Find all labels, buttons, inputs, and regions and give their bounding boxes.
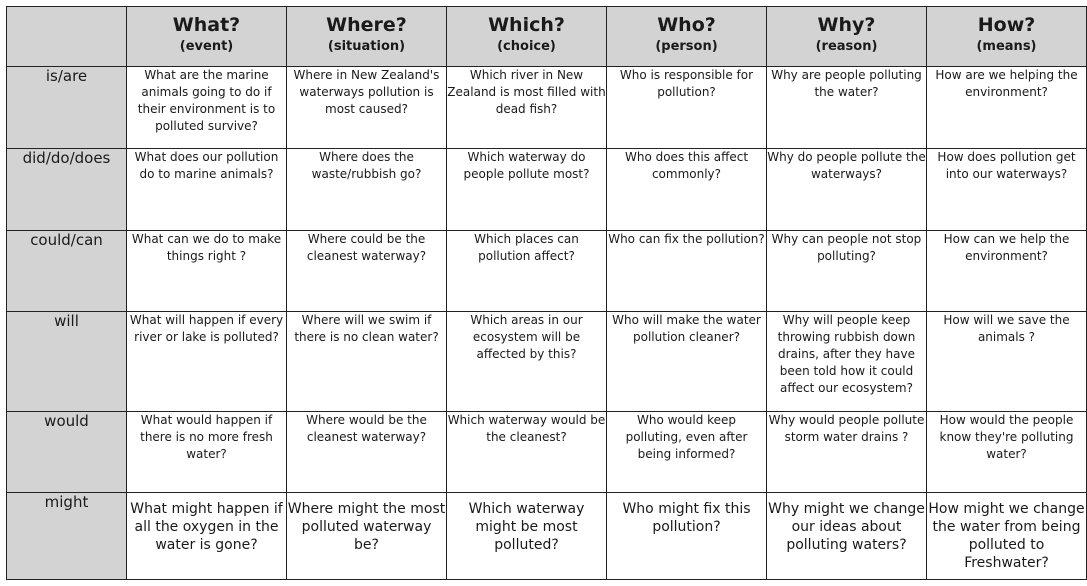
question-cell: Why do people pollute the waterways? [767, 149, 927, 231]
question-cell: Who would keep polluting, even after being informed? [607, 412, 767, 493]
question-matrix-table [6, 6, 1087, 580]
question-cell: Why can people not stop polluting? [767, 231, 927, 312]
question-cell: Who might fix this pollution? [607, 493, 767, 580]
column-subtitle: (situation) [327, 39, 406, 54]
question-cell: Who is responsible for pollution? [607, 67, 767, 149]
question-cell: What are the marine animals going to do if their environment is to polluted survive? [127, 67, 287, 149]
row-label: could/can [7, 231, 127, 312]
question-cell: Why might we change our ideas about polluting waters? [767, 493, 927, 580]
table-row-will [7, 312, 1087, 412]
table-row-could-can [7, 231, 1087, 312]
question-cell: Why are people polluting the water? [767, 67, 927, 149]
question-cell: Which river in New Zealand is most filled with dead fish? [447, 67, 607, 149]
question-cell: What will happen if every river or lake is polluted? [127, 312, 287, 412]
column-header-who [607, 7, 767, 67]
column-title: How? [977, 14, 1036, 36]
column-header-what [127, 7, 287, 67]
column-title: Who? [657, 14, 716, 36]
question-cell: What would happen if there is no more fresh water? [127, 412, 287, 493]
question-cell: How would the people know they're polluting water? [927, 412, 1087, 493]
table-row-would [7, 412, 1087, 493]
question-cell: How might we change the water from being polluted to Freshwater? [927, 493, 1087, 580]
question-cell: Who does this affect commonly? [607, 149, 767, 231]
question-cell: Why would people pollute storm water drains ? [767, 412, 927, 493]
column-subtitle: (choice) [497, 39, 556, 54]
question-cell: Where might the most polluted waterway be? [287, 493, 447, 580]
column-title: Why? [817, 14, 876, 36]
question-cell: What does our pollution do to marine animals? [127, 149, 287, 231]
question-cell: How does pollution get into our waterways? [927, 149, 1087, 231]
table-row-might [7, 493, 1087, 580]
table-row-is-are [7, 67, 1087, 149]
corner-cell [7, 7, 127, 67]
question-cell: What might happen if all the oxygen in the water is gone? [127, 493, 287, 580]
header-row [7, 7, 1087, 67]
question-cell: Who will make the water pollution cleaner? [607, 312, 767, 412]
column-subtitle: (event) [179, 39, 234, 54]
column-header-how [927, 7, 1087, 67]
column-subtitle: (person) [655, 39, 718, 54]
question-cell: What can we do to make things right ? [127, 231, 287, 312]
question-cell: Which areas in our ecosystem will be affected by this? [447, 312, 607, 412]
question-cell: Which places can pollution affect? [447, 231, 607, 312]
question-cell: Which waterway might be most polluted? [447, 493, 607, 580]
question-cell: Which waterway would be the cleanest? [447, 412, 607, 493]
column-header-why [767, 7, 927, 67]
row-label: might [7, 493, 127, 580]
row-label: is/are [7, 67, 127, 149]
question-cell: Why will people keep throwing rubbish down drains, after they have been told how it could affect our ecosystem? [767, 312, 927, 412]
column-title: What? [172, 14, 241, 36]
row-label: will [7, 312, 127, 412]
column-subtitle: (reason) [815, 39, 878, 54]
column-subtitle: (means) [976, 39, 1037, 54]
question-cell: Where could be the cleanest waterway? [287, 231, 447, 312]
question-cell: How will we save the animals ? [927, 312, 1087, 412]
row-label: would [7, 412, 127, 493]
column-header-which [447, 7, 607, 67]
column-title: Which? [488, 14, 565, 36]
question-cell: How can we help the environment? [927, 231, 1087, 312]
column-header-where [287, 7, 447, 67]
table-row-did-do-does [7, 149, 1087, 231]
question-cell: Where in New Zealand's waterways pollution is most caused? [287, 67, 447, 149]
question-cell: Where would be the cleanest waterway? [287, 412, 447, 493]
question-cell: Where will we swim if there is no clean water? [287, 312, 447, 412]
question-cell: Where does the waste/rubbish go? [287, 149, 447, 231]
question-cell: How are we helping the environment? [927, 67, 1087, 149]
question-cell: Who can fix the pollution? [607, 231, 767, 312]
column-title: Where? [326, 14, 407, 36]
question-cell: Which waterway do people pollute most? [447, 149, 607, 231]
row-label: did/do/does [7, 149, 127, 231]
